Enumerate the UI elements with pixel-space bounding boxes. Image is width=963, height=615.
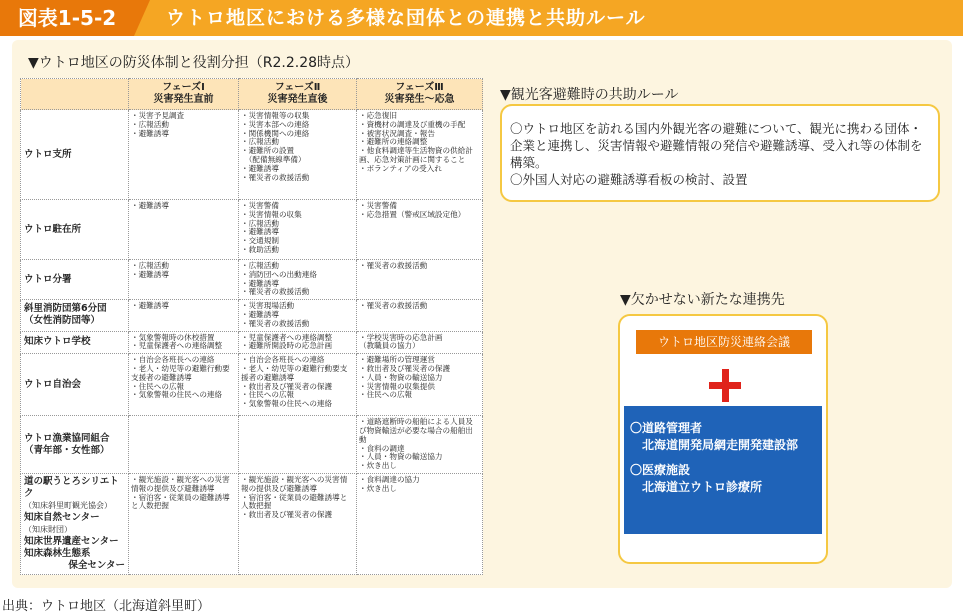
- phase-3-cell: ・避難場所の管理運営 ・救出者及び罹災者の保護 ・人員・物資の輸送協力 ・災害情報の収集提供 ・住民への広報: [357, 354, 483, 416]
- org-name: ウトロ分署: [21, 260, 129, 300]
- phase-1-cell: [129, 416, 239, 474]
- table-row: [21, 331, 483, 354]
- phase-1-cell: ・広報活動 ・避難誘導: [129, 260, 239, 300]
- phase-2-cell: ・観光施設・観光客への災害情報の提供及び避難誘導 ・宿泊客・従業員の避難誘導と人数把握 ・救出者及び罹災者の保護: [239, 473, 357, 574]
- table-row: [21, 300, 483, 331]
- figure-badge: 図表1-5-2: [0, 0, 134, 36]
- left-section-heading: ▼ウトロ地区の防災体制と役割分担（R2.2.28時点）: [28, 55, 360, 71]
- phase-1-cell: ・避難誘導: [129, 200, 239, 260]
- org-name: ウトロ自治会: [21, 354, 129, 416]
- council-label: ウトロ地区防災連絡会議: [636, 330, 812, 354]
- rules-heading: ▼観光客避難時の共助ルール: [500, 87, 679, 103]
- plus-icon: [700, 366, 750, 406]
- table-row: [21, 110, 483, 200]
- phase-3-cell: ・応急復旧 ・資機材の調達及び重機の手配 ・被害状況調査・報告 ・避難所の連絡調整 ・他食料調達等生活物資の供給計画、応急対策計画に関すること ・ボランティアの受入れ: [357, 110, 483, 200]
- network-heading: ▼欠かせない新たな連携先: [620, 292, 785, 308]
- phase-3-cell: ・食料調達の協力 ・炊き出し: [357, 473, 483, 574]
- partner-box: [624, 406, 822, 534]
- org-name: ウトロ支所: [21, 110, 129, 200]
- table-row: [21, 473, 483, 574]
- phase-2-cell: ・児童保護者への連絡調整 ・避難所開設時の応急計画: [239, 331, 357, 354]
- phase-3-cell: ・罹災者の救援活動: [357, 260, 483, 300]
- org-name: 知床ウトロ学校: [21, 331, 129, 354]
- phase-1-cell: ・避難誘導: [129, 300, 239, 331]
- rules-box: [500, 104, 940, 202]
- partner-name: 北海道開発局網走開発建設部: [642, 438, 799, 452]
- table-row: [21, 416, 483, 474]
- org-name: ウトロ駐在所: [21, 200, 129, 260]
- role-table: [20, 78, 483, 575]
- phase-2-cell: ・自治会各班長への連絡 ・老人・幼児等の避難行動要支援者の避難誘導 ・救出者及び罹災者の保護 ・住民への広報 ・気象警報の住民への連絡: [239, 354, 357, 416]
- rule-item: 〇外国人対応の避難誘導看板の検討、設置: [510, 172, 748, 187]
- table-row: [21, 354, 483, 416]
- org-name: ウトロ漁業協同組合 （青年部・女性部）: [21, 416, 129, 474]
- badge-notch: [134, 0, 150, 36]
- title-bar: [0, 0, 963, 36]
- phase-2-cell: ・災害警備 ・災害情報の収集 ・広報活動 ・避難誘導 ・交通規制 ・救助活動: [239, 200, 357, 260]
- org-name: 斜里消防団第6分団 （女性消防団等）: [21, 300, 129, 331]
- partner-name: 北海道立ウトロ診療所: [642, 480, 763, 494]
- network-box: [618, 314, 828, 564]
- partner-category: 〇医療施設: [630, 463, 691, 477]
- phase-2-cell: ・災害現場活動 ・避難誘導 ・罹災者の救援活動: [239, 300, 357, 331]
- phase-2-cell: ・災害情報等の収集 ・災害本部への連絡 ・関係機関への連絡 ・広報活動 ・避難所の設置 （配備無線準備） ・避難誘導 ・罹災者の救援活動: [239, 110, 357, 200]
- phase-2-cell: [239, 416, 357, 474]
- table-row: [21, 260, 483, 300]
- phase-2-cell: ・広報活動 ・消防団への出動連絡 ・避難誘導 ・罹災者の救援活動: [239, 260, 357, 300]
- source-note: 出典：ウトロ地区（北海道斜里町）: [2, 599, 211, 614]
- org-name-group: 道の駅うとろシリエトク （知床斜里町観光協会） 知床自然センター （知床財団） 知床世界遺産センター 知床森林生態系 保全センター: [21, 473, 129, 574]
- table-header-row: [21, 79, 483, 110]
- phase-1-cell: ・気象警報時の休校措置 ・児童保護者への連絡調整: [129, 331, 239, 354]
- phase-1-header: フェーズⅠ 災害発生直前: [129, 79, 239, 110]
- phase-1-cell: ・観光施設・観光客への災害情報の提供及び避難誘導 ・宿泊客・従業員の避難誘導と人数把握: [129, 473, 239, 574]
- phase-3-header: フェーズⅢ 災害発生～応急: [357, 79, 483, 110]
- table-row: [21, 200, 483, 260]
- phase-3-cell: ・道路遮断時の船舶による人員及び物資輸送が必要な場合の船舶出動 ・食料の調達 ・人員・物資の輸送協力 ・炊き出し: [357, 416, 483, 474]
- table-corner: [21, 79, 129, 110]
- phase-3-cell: ・罹災者の救援活動: [357, 300, 483, 331]
- rule-item: 〇ウトロ地区を訪れる国内外観光客の避難について、観光に携わる団体・企業と連携し、災害情報や避難情報の発信や避難誘導、受入れ等の体制を構築。: [510, 121, 923, 170]
- partner-category: 〇道路管理者: [630, 421, 703, 435]
- phase-3-cell: ・学校災害時の応急計画 （教職員の協力）: [357, 331, 483, 354]
- phase-2-header: フェーズⅡ 災害発生直後: [239, 79, 357, 110]
- phase-1-cell: ・自治会各班長への連絡 ・老人・幼児等の避難行動要支援者の避難誘導 ・住民への広報 ・気象警報の住民への連絡: [129, 354, 239, 416]
- phase-3-cell: ・災害警備 ・応急措置（警戒区域設定他）: [357, 200, 483, 260]
- phase-1-cell: ・災害予見調査 ・広報活動 ・避難誘導: [129, 110, 239, 200]
- page-title: ウトロ地区における多様な団体との連携と共助ルール: [166, 7, 646, 29]
